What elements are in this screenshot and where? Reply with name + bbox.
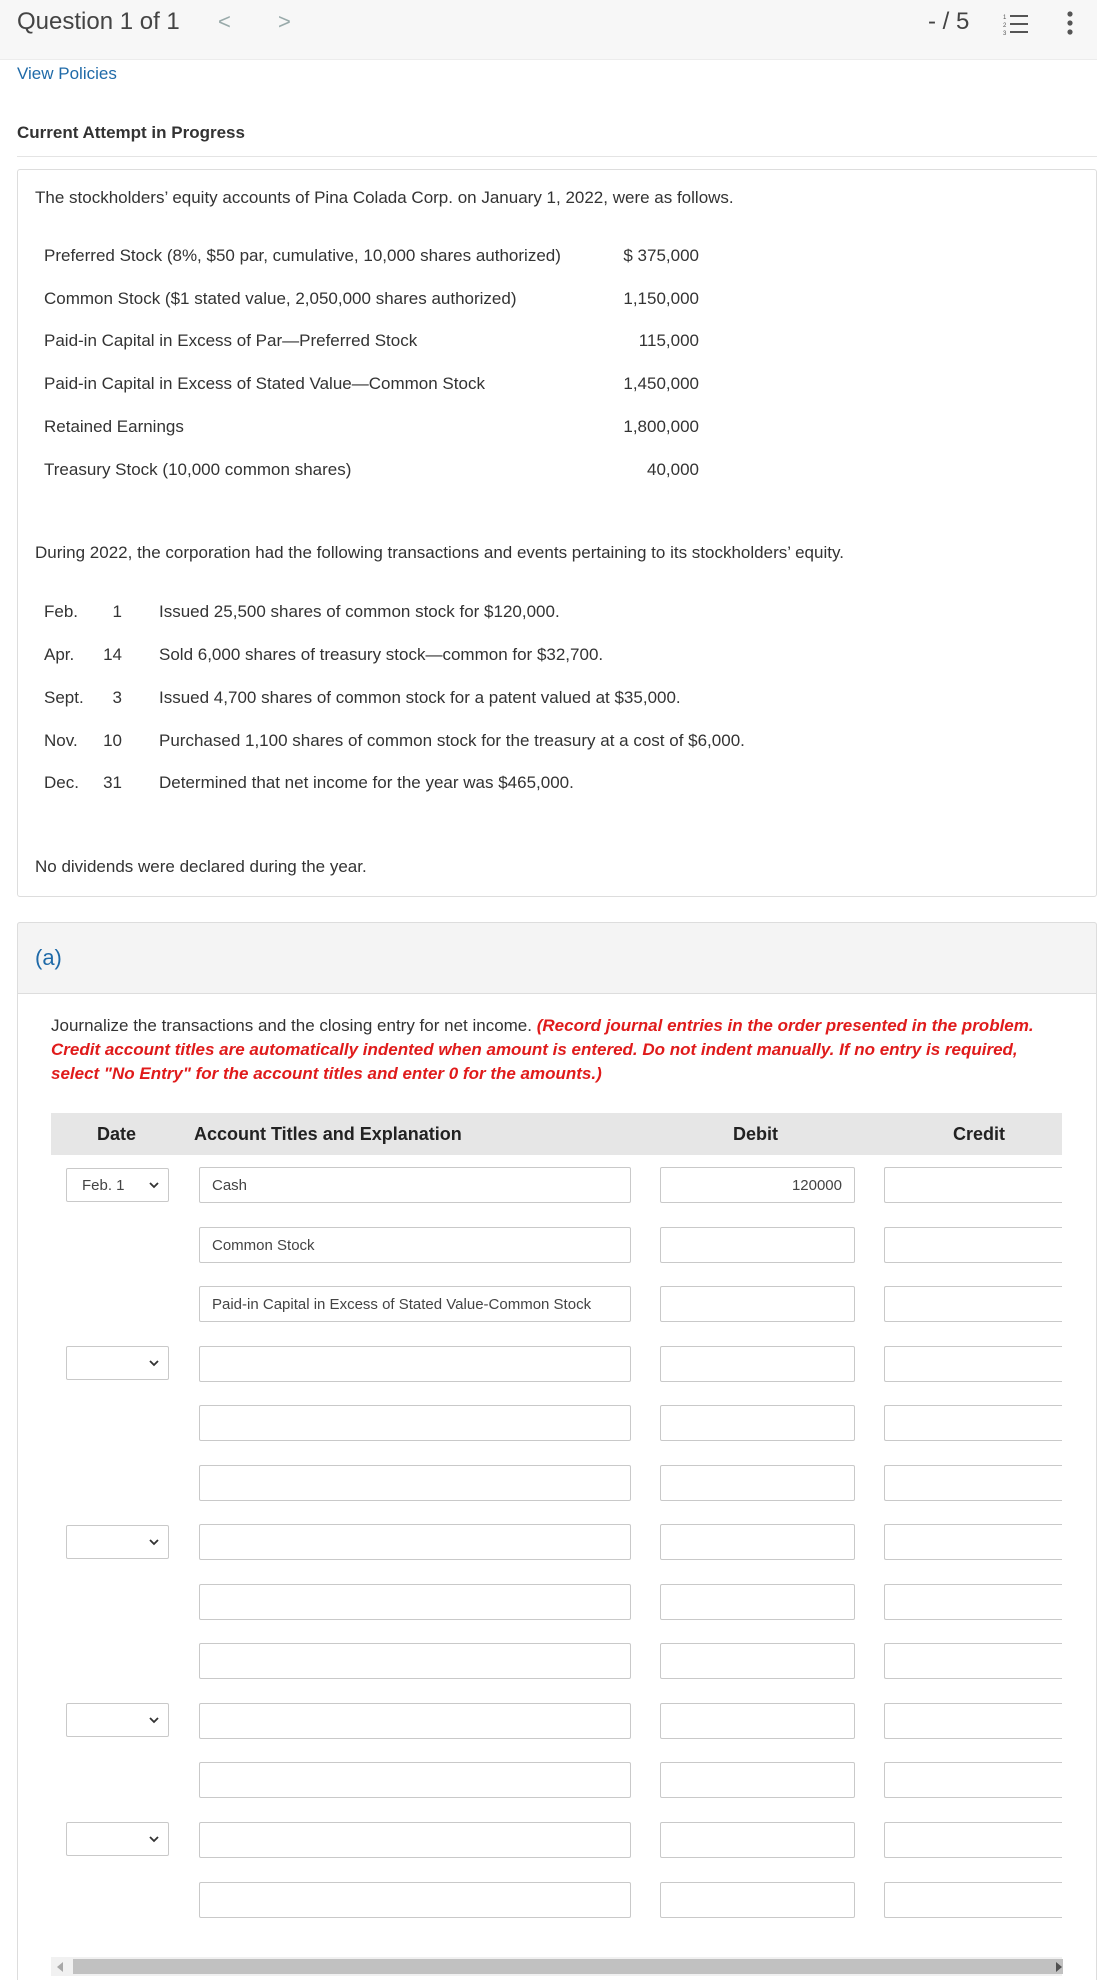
debit-input[interactable] <box>660 1524 855 1560</box>
debit-input[interactable] <box>660 1346 855 1382</box>
journal-table-header <box>51 1113 1062 1155</box>
credit-input[interactable] <box>884 1227 1062 1263</box>
credit-input[interactable] <box>884 1882 1062 1918</box>
account-title-input[interactable] <box>199 1643 631 1679</box>
account-title-input[interactable] <box>199 1524 631 1560</box>
credit-input[interactable] <box>884 1346 1062 1382</box>
journal-instruction <box>51 1014 1061 1086</box>
question-header <box>0 0 1097 60</box>
equity-account-label: Common Stock ($1 stated value, 2,050,000 shares authorized) <box>44 289 517 308</box>
view-policies-link[interactable]: View Policies <box>17 64 117 83</box>
account-title-input[interactable] <box>199 1227 631 1263</box>
transactions-intro: During 2022, the corporation had the following transactions and events pertaining to its stockholders’ equity. <box>35 543 844 562</box>
account-title-input[interactable] <box>199 1405 631 1441</box>
transaction-description: Determined that net income for the year was $465,000. <box>159 773 574 792</box>
instruction-text: Journalize the transactions and the closing entry for net income. <box>51 1016 532 1035</box>
date-select[interactable] <box>66 1525 169 1559</box>
problem-intro: The stockholders’ equity accounts of Pina Colada Corp. on January 1, 2022, were as follows. <box>35 188 734 207</box>
part-a-header <box>17 922 1097 994</box>
divider <box>17 156 1097 157</box>
transaction-description: Issued 25,500 shares of common stock for $120,000. <box>159 602 560 621</box>
account-title-input[interactable] <box>199 1167 631 1203</box>
credit-input[interactable] <box>884 1524 1062 1560</box>
equity-account-label: Paid-in Capital in Excess of Par—Preferred Stock <box>44 331 418 350</box>
more-vertical-icon[interactable] <box>1063 10 1077 36</box>
chevron-down-icon <box>148 1357 160 1369</box>
equity-account-label: Paid-in Capital in Excess of Stated Value—Common Stock <box>44 374 485 393</box>
debit-input[interactable] <box>660 1286 855 1322</box>
equity-account-row <box>44 246 699 276</box>
debit-input[interactable] <box>660 1822 855 1858</box>
account-column-header: Account Titles and Explanation <box>194 1124 462 1144</box>
credit-input[interactable] <box>884 1405 1062 1441</box>
transaction-row <box>44 773 944 803</box>
chevron-down-icon <box>148 1833 160 1845</box>
account-title-input[interactable] <box>199 1346 631 1382</box>
part-a-label: (a) <box>35 945 62 970</box>
scrollbar-thumb[interactable] <box>73 1959 1063 1974</box>
chevron-down-icon <box>148 1179 160 1191</box>
horizontal-scrollbar[interactable] <box>51 1957 1062 1976</box>
attempt-status: Current Attempt in Progress <box>17 123 245 142</box>
date-select[interactable] <box>66 1168 169 1202</box>
debit-input[interactable] <box>660 1882 855 1918</box>
date-select-value: Feb. 1 <box>82 1177 125 1194</box>
next-question-button[interactable]: > <box>278 9 291 34</box>
equity-account-label: Treasury Stock (10,000 common shares) <box>44 460 352 479</box>
equity-account-row <box>44 374 699 404</box>
date-select[interactable] <box>66 1703 169 1737</box>
equity-account-amount: 1,800,000 <box>623 417 699 436</box>
svg-text:2: 2 <box>1003 23 1007 29</box>
debit-input[interactable] <box>660 1584 855 1620</box>
transaction-row <box>44 688 944 718</box>
equity-account-label: Retained Earnings <box>44 417 184 436</box>
equity-account-amount: 1,150,000 <box>623 289 699 308</box>
date-column-header: Date <box>97 1124 137 1144</box>
svg-text:3: 3 <box>1003 31 1007 36</box>
credit-input[interactable] <box>884 1286 1062 1322</box>
previous-question-button[interactable]: < <box>218 9 231 34</box>
equity-account-amount: 1,450,000 <box>623 374 699 393</box>
account-title-input[interactable] <box>199 1822 631 1858</box>
transaction-row <box>44 645 944 675</box>
equity-account-row <box>44 460 699 490</box>
account-title-input[interactable] <box>199 1703 631 1739</box>
equity-account-label: Preferred Stock (8%, $50 par, cumulative, 10,000 shares authorized) <box>44 246 561 265</box>
transaction-day: 1 <box>112 602 122 621</box>
account-title-input[interactable] <box>199 1762 631 1798</box>
credit-input[interactable] <box>884 1822 1062 1858</box>
debit-input[interactable] <box>660 1405 855 1441</box>
account-title-input[interactable] <box>199 1882 631 1918</box>
credit-input[interactable] <box>884 1703 1062 1739</box>
equity-account-amount: $ 375,000 <box>623 246 699 265</box>
date-select[interactable] <box>66 1346 169 1380</box>
account-title-input[interactable] <box>199 1465 631 1501</box>
transaction-day: 31 <box>103 773 122 792</box>
equity-account-row <box>44 417 699 447</box>
date-select[interactable] <box>66 1822 169 1856</box>
debit-input[interactable] <box>660 1762 855 1798</box>
equity-account-row <box>44 331 699 361</box>
debit-input[interactable] <box>660 1465 855 1501</box>
svg-text:1: 1 <box>1003 15 1007 21</box>
transaction-description: Sold 6,000 shares of treasury stock—common for $32,700. <box>159 645 604 664</box>
transaction-month: Feb. <box>44 602 79 621</box>
equity-account-row <box>44 289 699 319</box>
question-list-icon[interactable] <box>1003 12 1029 36</box>
debit-input[interactable] <box>660 1643 855 1679</box>
scroll-left-icon[interactable] <box>57 1962 63 1972</box>
debit-input[interactable] <box>660 1167 855 1203</box>
transaction-month: Apr. <box>44 645 75 664</box>
transaction-month: Sept. <box>44 688 84 707</box>
scroll-right-icon[interactable] <box>1056 1962 1062 1972</box>
debit-input[interactable] <box>660 1703 855 1739</box>
equity-account-amount: 40,000 <box>647 460 699 479</box>
credit-input[interactable] <box>884 1643 1062 1679</box>
account-title-input[interactable] <box>199 1286 631 1322</box>
instruction-red-text: (Record journal entries in the order presented in the problem. Credit account titles are automatically indented when amount is entered. Do not indent manually. If no entry is required, select "No Entry" for the account titles and enter 0 for the amounts.) <box>51 1016 1034 1083</box>
transaction-row <box>44 731 944 761</box>
chevron-down-icon <box>148 1714 160 1726</box>
transaction-month: Dec. <box>44 773 79 792</box>
credit-input[interactable] <box>884 1465 1062 1501</box>
transaction-month: Nov. <box>44 731 78 750</box>
equity-account-amount: 115,000 <box>638 331 699 350</box>
credit-input[interactable] <box>884 1584 1062 1620</box>
chevron-down-icon <box>148 1536 160 1548</box>
transaction-day: 14 <box>103 645 122 664</box>
transaction-description: Purchased 1,100 shares of common stock for the treasury at a cost of $6,000. <box>159 731 745 750</box>
account-title-input[interactable] <box>199 1584 631 1620</box>
no-dividends-note: No dividends were declared during the year. <box>35 857 367 876</box>
credit-column-header: Credit <box>953 1124 1006 1144</box>
transaction-description: Issued 4,700 shares of common stock for a patent valued at $35,000. <box>159 688 681 707</box>
credit-input[interactable] <box>884 1167 1062 1203</box>
credit-input[interactable] <box>884 1762 1062 1798</box>
question-title: Question 1 of 1 <box>17 8 180 35</box>
debit-input[interactable] <box>660 1227 855 1263</box>
transaction-day: 10 <box>103 731 122 750</box>
transaction-row <box>44 602 944 632</box>
debit-column-header: Debit <box>733 1124 778 1144</box>
transaction-day: 3 <box>112 688 122 707</box>
score-display: - / 5 <box>928 8 970 35</box>
